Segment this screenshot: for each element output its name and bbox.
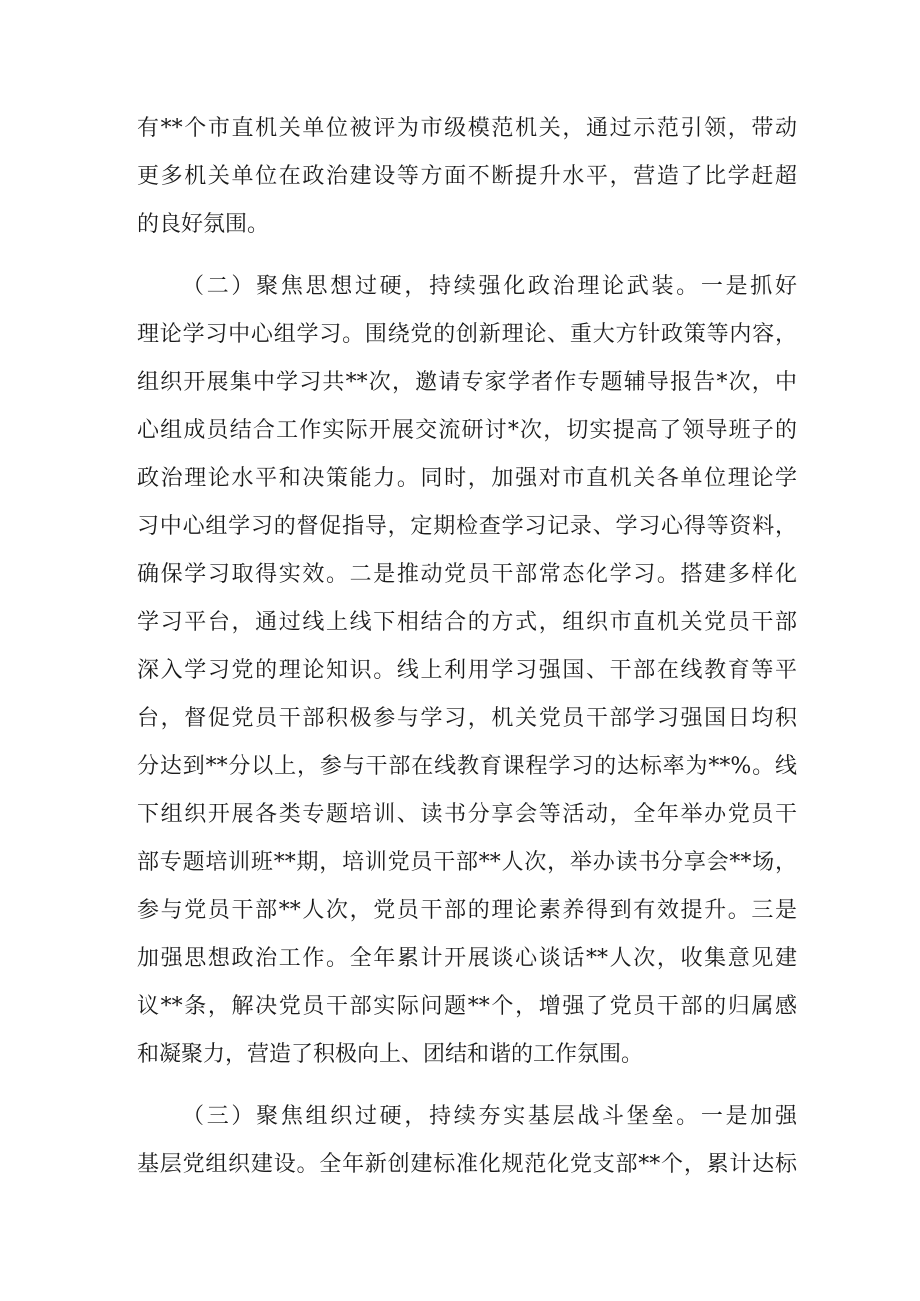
text-line: 下组织开展各类专题培训、读书分享会等活动，全年举办党员干 xyxy=(137,802,797,827)
text-line: 部专题培训班**期，培训党员干部**人次，举办读书分享会**场， xyxy=(137,850,797,875)
text-line: 理论学习中心组学习。围绕党的创新理论、重大方针政策等内容， xyxy=(137,322,797,347)
text-line: 深入学习党的理论知识。线上利用学习强国、干部在线教育等平 xyxy=(137,658,797,683)
text-line: 分达到**分以上，参与干部在线教育课程学习的达标率为**%。线 xyxy=(137,754,797,779)
section-heading-line: （二）聚焦思想过硬，持续强化政治理论武装。一是抓好 xyxy=(182,274,797,299)
text-line: 有**个市直机关单位被评为市级模范机关，通过示范引领，带动 xyxy=(137,116,797,141)
text-line: 更多机关单位在政治建设等方面不断提升水平，营造了比学赶超 xyxy=(137,164,797,189)
text-line: 议**条，解决党员干部实际问题**个，增强了党员干部的归属感 xyxy=(137,994,797,1019)
text-line: 的良好氛围。 xyxy=(137,212,270,237)
section-heading-line: （三）聚焦组织过硬，持续夯实基层战斗堡垒。一是加强 xyxy=(182,1104,797,1129)
text-line: 政治理论水平和决策能力。同时，加强对市直机关各单位理论学 xyxy=(137,466,797,491)
text-line: 组织开展集中学习共**次，邀请专家学者作专题辅导报告*次，中 xyxy=(137,370,797,395)
text-line: 基层党组织建设。全年新创建标准化规范化党支部**个，累计达标 xyxy=(137,1152,797,1177)
text-line: 加强思想政治工作。全年累计开展谈心谈话**人次，收集意见建 xyxy=(137,946,797,971)
text-line: 确保学习取得实效。二是推动党员干部常态化学习。搭建多样化 xyxy=(137,562,797,587)
text-line: 习中心组学习的督促指导，定期检查学习记录、学习心得等资料， xyxy=(137,514,797,539)
text-line: 和凝聚力，营造了积极向上、团结和谐的工作氛围。 xyxy=(137,1042,644,1067)
text-line: 台，督促党员干部积极参与学习，机关党员干部学习强国日均积 xyxy=(137,706,797,731)
text-line: 心组成员结合工作实际开展交流研讨*次，切实提高了领导班子的 xyxy=(137,418,797,443)
text-line: 学习平台，通过线上线下相结合的方式，组织市直机关党员干部 xyxy=(137,610,797,635)
text-line: 参与党员干部**人次，党员干部的理论素养得到有效提升。三是 xyxy=(137,898,797,923)
